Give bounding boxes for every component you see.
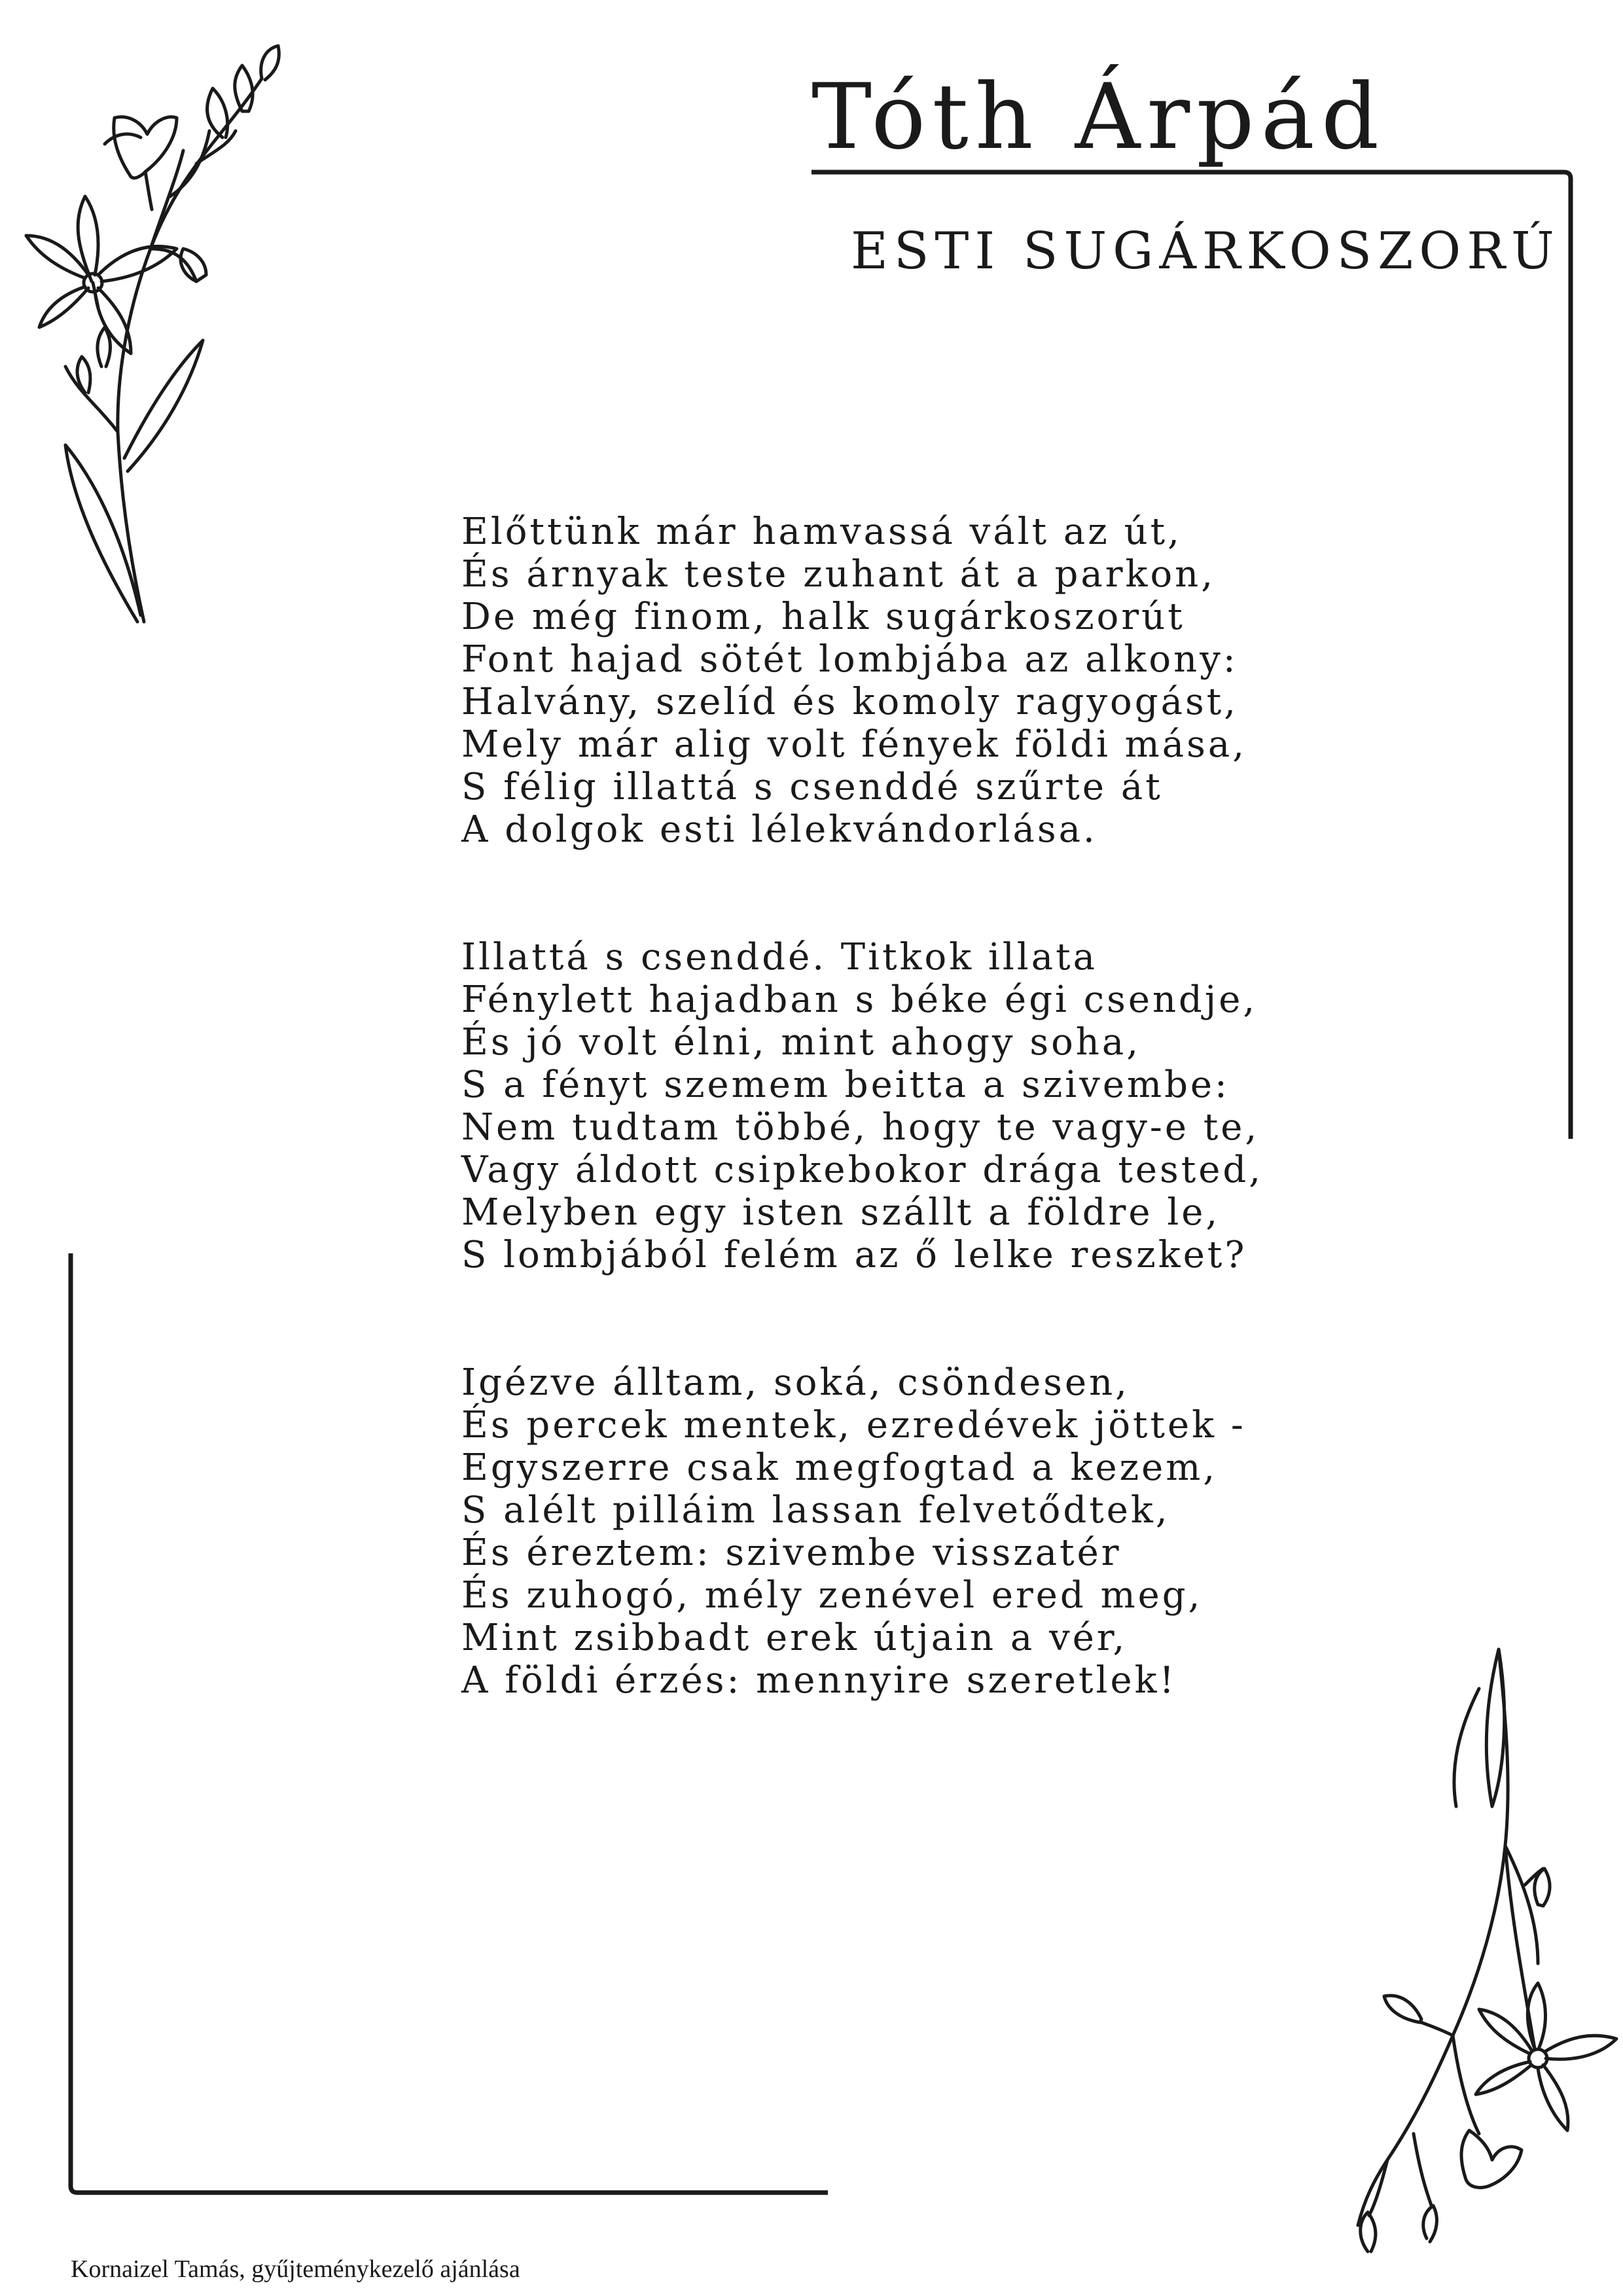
poem-line: És árnyak teste zuhant át a parkon, xyxy=(461,553,1216,596)
credit-line: Kornaizel Tamás, gyűjteménykezelő ajánlása xyxy=(71,2255,520,2283)
poem-body xyxy=(461,511,1312,1787)
poem-line: És jó volt élni, mint ahogy soha, xyxy=(461,1021,1141,1064)
poem-line: A dolgok esti lélekvándorlása. xyxy=(461,808,1097,851)
poem-line: Előttünk már hamvassá vált az út, xyxy=(461,511,1182,553)
poem-line: A földi érzés: mennyire szeretlek! xyxy=(461,1659,1177,1702)
poem-line: S lombjából felém az ő lelke reszket? xyxy=(461,1234,1247,1276)
poem-line: Nem tudtam többé, hogy te vagy-e te, xyxy=(461,1106,1260,1149)
poem-title: ESTI SUGÁRKOSZORÚ xyxy=(851,222,1560,281)
poem-line: Illattá s csenddé. Titkok illata xyxy=(461,936,1097,978)
poem-line: S a fényt szemem beitta a szivembe: xyxy=(461,1064,1230,1106)
poem-line: S alélt pilláim lassan felvetődtek, xyxy=(461,1489,1170,1532)
poem-line: Fénylett hajadban s béke égi csendje, xyxy=(461,978,1258,1021)
poem-line: Melyben egy isten szállt a földre le, xyxy=(461,1191,1221,1234)
poem-line: És éreztem: szivembe visszatér xyxy=(461,1532,1122,1574)
poem-line: De még finom, halk sugárkoszorút xyxy=(461,596,1185,638)
poem-line: És zuhogó, mély zenével ered meg, xyxy=(461,1574,1203,1617)
stanza-3 xyxy=(461,1361,1312,1702)
poem-line: Igézve álltam, soká, csöndesen, xyxy=(461,1361,1130,1404)
poem-line: Mely már alig volt fények földi mása, xyxy=(461,723,1247,766)
poem-line: Egyszerre csak megfogtad a kezem, xyxy=(461,1446,1218,1489)
poem-line: S félig illattá s csenddé szűrte át xyxy=(461,766,1163,808)
poem-line: És percek mentek, ezredévek jöttek - xyxy=(461,1404,1246,1446)
stanza-1 xyxy=(461,511,1312,851)
poem-line: Mint zsibbadt erek útjain a vér, xyxy=(461,1617,1128,1659)
poem-line: Font hajad sötét lombjába az alkony: xyxy=(461,638,1238,681)
poem-line: Vagy áldott csipkebokor drága tested, xyxy=(461,1149,1264,1191)
author-name: Tóth Árpád xyxy=(812,64,1386,170)
poem-line: Halvány, szelíd és komoly ragyogást, xyxy=(461,681,1238,723)
stanza-2 xyxy=(461,936,1312,1276)
